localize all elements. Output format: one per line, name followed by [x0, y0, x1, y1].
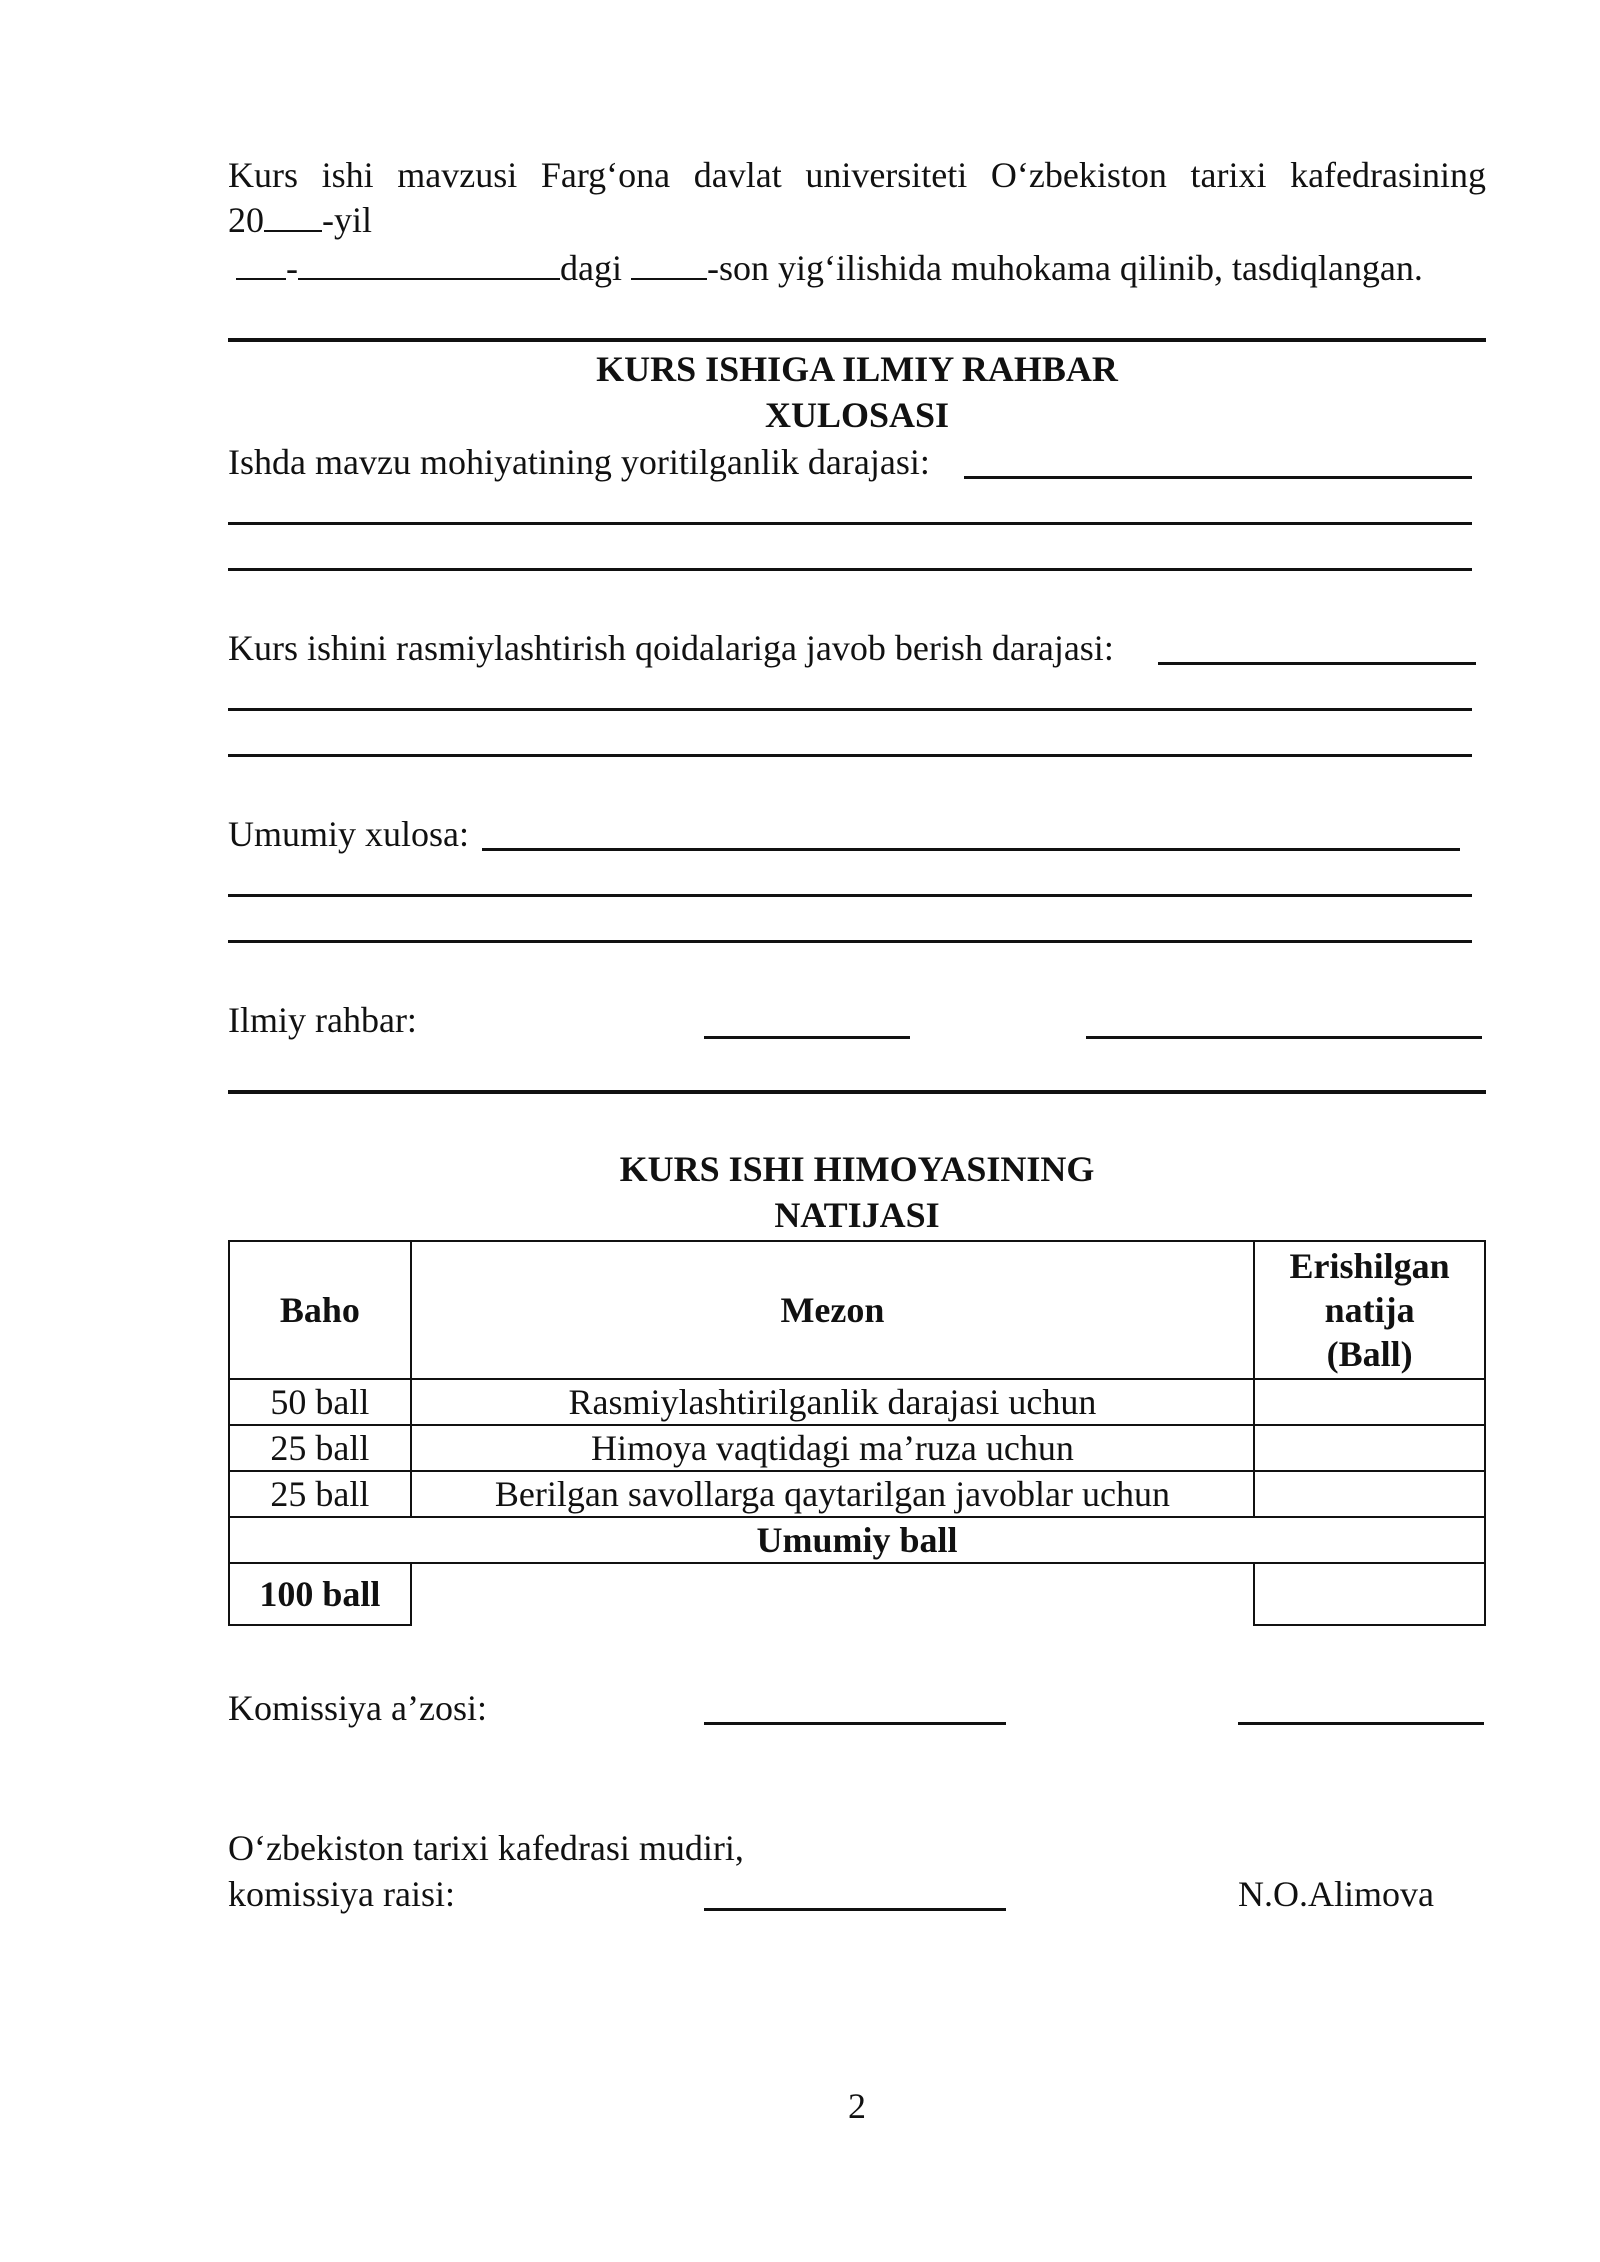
protocol-number-blank[interactable] — [631, 248, 707, 280]
approval-rest: -son yig‘ilishida muhokama qilinib, tasdiqlangan. — [706, 248, 1423, 288]
year-prefix: 20 — [228, 200, 264, 240]
header-criterion: Mezon — [411, 1241, 1254, 1379]
member-signature-line[interactable] — [704, 1722, 1006, 1725]
total-label-row — [229, 1517, 1485, 1563]
member-name-line[interactable] — [1238, 1722, 1484, 1725]
supervisor-name-line[interactable] — [1086, 1036, 1482, 1039]
department-head-label: O‘zbekiston tarixi kafedrasi mudiri, — [228, 1828, 744, 1868]
table-row — [229, 1379, 1485, 1425]
question-formatting-compliance: Kurs ishini rasmiylashtirish qoidalariga javob berish darajasi: — [228, 628, 1114, 668]
defense-title-line-1: KURS ISHI HIMOYASINING — [619, 1149, 1095, 1189]
question-general-conclusion: Umumiy xulosa: — [228, 814, 469, 854]
result-cell[interactable] — [1254, 1379, 1485, 1425]
criterion-cell: Himoya vaqtidagi ma’ruza uchun — [411, 1425, 1254, 1471]
chair-signature-line[interactable] — [704, 1908, 1006, 1911]
result-cell[interactable] — [1254, 1425, 1485, 1471]
grade-cell: 25 ball — [229, 1471, 411, 1517]
section-divider-1 — [228, 338, 1486, 342]
header-result-line-3: (Ball) — [1326, 1334, 1413, 1374]
approval-line-1: Kurs ishi mavzusi Farg‘ona davlat universiteti O‘zbekiston tarixi kafedrasining — [228, 155, 1486, 195]
table-row — [229, 1471, 1485, 1517]
header-result-line-2: natija — [1324, 1290, 1415, 1330]
supervisor-title-line-2: XULOSASI — [764, 395, 950, 435]
criterion-cell: Berilgan savollarga qaytarilgan javoblar uchun — [411, 1471, 1254, 1517]
grade-cell: 25 ball — [229, 1425, 411, 1471]
document-page — [228, 0, 1486, 2262]
supervisor-signature-line[interactable] — [704, 1036, 910, 1039]
answer-line-2a[interactable] — [1158, 662, 1476, 665]
commission-chair-label: komissiya raisi: — [228, 1874, 455, 1914]
total-label: Umumiy ball — [229, 1517, 1485, 1563]
answer-line-3a[interactable] — [482, 848, 1460, 851]
answer-line-3b[interactable] — [228, 894, 1472, 897]
approval-line-2 — [228, 198, 372, 242]
year-blank[interactable] — [264, 200, 322, 232]
answer-line-2c[interactable] — [228, 754, 1472, 757]
page-number: 2 — [848, 2086, 866, 2126]
commission-member-label: Komissiya a’zosi: — [228, 1688, 487, 1728]
answer-line-2b[interactable] — [228, 708, 1472, 711]
answer-line-3c[interactable] — [228, 940, 1472, 943]
table-header-row — [229, 1241, 1485, 1379]
criterion-cell: Rasmiylashtirilganlik darajasi uchun — [411, 1379, 1254, 1425]
section-divider-2 — [228, 1090, 1486, 1094]
defense-title-line-2: NATIJASI — [774, 1195, 940, 1235]
supervisor-signer-label: Ilmiy rahbar: — [228, 1000, 417, 1040]
header-grade: Baho — [229, 1241, 411, 1379]
table-row — [229, 1425, 1485, 1471]
header-result — [1254, 1241, 1485, 1379]
grades-table — [228, 1240, 1486, 1626]
month-blank[interactable] — [298, 248, 560, 280]
approval-line-3: - dagi -son yig‘ilishida muhokama qilinib, tasdiqlangan. — [236, 246, 1423, 290]
answer-line-1b[interactable] — [228, 522, 1472, 525]
total-value-row — [229, 1563, 1485, 1625]
answer-line-1c[interactable] — [228, 568, 1472, 571]
question-topic-coverage: Ishda mavzu mohiyatining yoritilganlik darajasi: — [228, 442, 930, 482]
total-empty-cell — [411, 1563, 1254, 1625]
chair-name: N.O.Alimova — [1238, 1874, 1434, 1914]
supervisor-title-line-1: KURS ISHIGA ILMIY RAHBAR — [596, 349, 1118, 389]
total-value: 100 ball — [229, 1563, 411, 1625]
year-suffix: -yil — [322, 200, 372, 240]
answer-line-1a[interactable] — [964, 476, 1472, 479]
result-cell[interactable] — [1254, 1471, 1485, 1517]
grade-cell: 50 ball — [229, 1379, 411, 1425]
header-result-line-1: Erishilgan — [1289, 1246, 1450, 1286]
total-result-cell[interactable] — [1254, 1563, 1485, 1625]
day-blank[interactable] — [236, 248, 286, 280]
dagi-text: dagi — [560, 248, 622, 288]
